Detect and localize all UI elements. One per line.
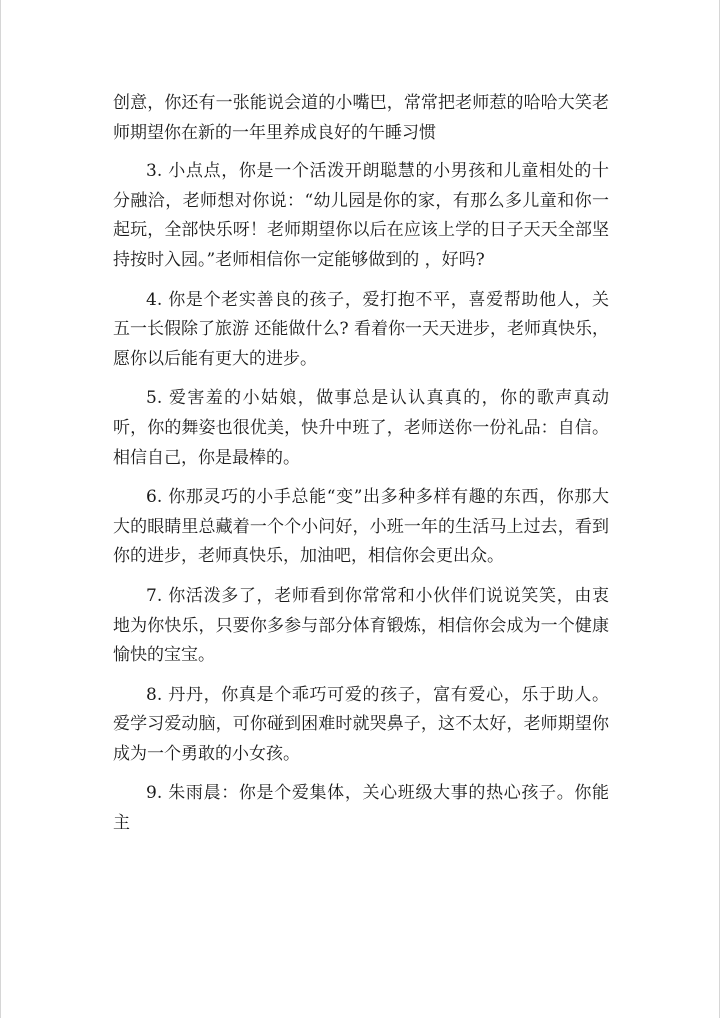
paragraph-item-4: 4. 你是个老实善良的孩子，爱打抱不平，喜爱帮助他人，关五一长假除了旅游 还能做什么? 看着你一天天进步，老师真快乐，愿你以后能有更大的进步。 <box>113 289 609 369</box>
paragraph-continued: 创意，你还有一张能说会道的小嘴巴，常常把老师惹的哈哈大笑老师期望你在新的一年里养成良好的午睡习惯 <box>113 93 609 143</box>
paragraph-item-8: 8. 丹丹，你真是个乖巧可爱的孩子，富有爱心，乐于助人。爱学习爱动脑，可你碰到困难时就哭鼻子，这不太好，老师期望你成为一个勇敢的小女孩。 <box>113 684 609 764</box>
paragraph-item-6: 6. 你那灵巧的小手总能“变”出多种多样有趣的东西，你那大大的眼睛里总藏着一个个小问好，小班一年的生活马上过去，看到你的进步，老师真快乐，加油吧，相信你会更出众。 <box>113 487 609 567</box>
paragraph-item-7: 7. 你活泼多了，老师看到你常常和小伙伴们说说笑笑，由衷地为你快乐，只要你多参与部分体育锻炼，相信你会成为一个健康愉快的宝宝。 <box>113 585 609 666</box>
paragraph-item-3: 3. 小点点，你是一个活泼开朗聪慧的小男孩和儿童相处的十分融洽，老师想对你说：“幼儿园是你的家，有那么多儿童和你一起玩，全部快乐呀！老师期望你以后在应该上学的日子天天全部坚持按时入园。”老师相信你一定能够做到的 ，好吗? <box>113 161 609 270</box>
paragraph-item-5: 5. 爱害羞的小姑娘，做事总是认认真真的，你的歌声真动听，你的舞姿也很优美，快升中班了，老师送你一份礼品：自信。相信自己，你是最棒的。 <box>113 388 609 468</box>
document-body <box>113 89 609 849</box>
paragraph-item-9: 9. 朱雨晨：你是个爱集体，关心班级大事的热心孩子。你能主 <box>113 783 609 834</box>
